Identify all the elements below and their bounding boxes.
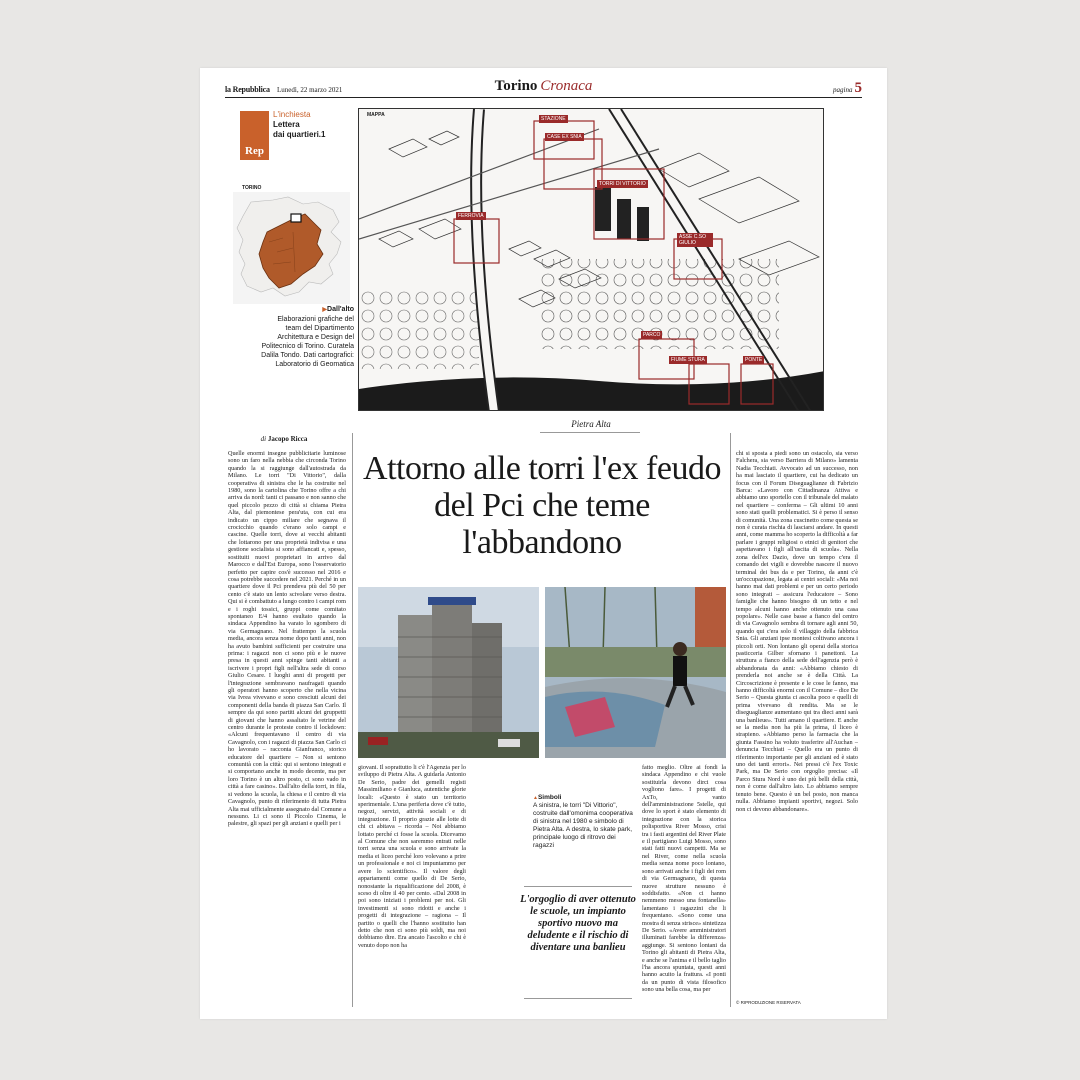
map-label-stazione: STAZIONE xyxy=(541,116,566,122)
series-kicker: L'inchiesta xyxy=(273,110,311,119)
minimap-label: TORINO xyxy=(242,185,262,191)
map-label-torri-di-vittorio: TORRI DI VITTORIO xyxy=(599,181,646,187)
page-header xyxy=(225,76,862,98)
caption-text: A sinistra, le torri "Di Vittorio", costruite dall'omonima cooperativa di sinistra nel 1980 e simbolo di Pietra Alta. A destra, lo skate park, principale luogo di ritrovo dei ragazzi xyxy=(533,802,633,849)
photo-torri-di-vittorio xyxy=(358,587,539,758)
byline-prefix: di xyxy=(260,435,267,443)
photo-caption xyxy=(533,794,635,850)
article-headline: Attorno alle torri l'ex feudo del Pci che teme l'abbandono xyxy=(363,450,721,561)
column-divider xyxy=(352,433,353,1007)
photo-skate-park xyxy=(545,587,726,758)
map-label-ponte: PONTE xyxy=(745,357,763,363)
series-title-2: dai quartieri.1 xyxy=(273,130,326,139)
masthead: la Repubblica xyxy=(225,85,270,94)
section-name: Torino xyxy=(494,78,538,94)
copyright-note: © RIPRODUZIONE RISERVATA xyxy=(736,1000,801,1005)
map-label: MAPPA xyxy=(367,112,385,118)
column-divider xyxy=(730,433,731,1007)
credits-kicker: ▶ Dall'alto xyxy=(260,305,354,315)
article-column-2: giovani. Il soprattutto li c'è l'Agenzia per lo sviluppo di Pietra Alta. A guidarla Antonio De Serio, padre dei gemelli registi Massimiliano e Gianluca, autentiche glorie locali: «Questo è stato un territorio sperimentale. L'una periferia dove c'è tutto, negozi, servizi, attività sociali e di integrazione. Il proprio grazie alle lotte di chi ci abitava – ricorda – Noi abbiamo lottato perché ci fosse la scuola. Dicevamo al Comune che non saremmo entrati nelle torri senza una scuola e sono arrivate la media ei liceo perché loro volevano a prire un professionale e noi ci impuntammo per avere lo scientifico». Il valore degli appartamenti come quello di De Serio, nonostante la riqualificazione del 2008, è sceso di oltre il 40 per cento. «Dal 2008 in poi sono iniziati i problemi per noi. Gli investimenti si sono ridotti e anche i progetti di integrazione – ragiona – Il partito o quelli che l'hanno sostituito han detto che non ci sono più soldi, ma noi dobbiamo dire. Era ancato l'ascolto e chi è venuto dopo non ha xyxy=(358,764,466,949)
byline xyxy=(228,435,340,443)
credits-text: Elaborazioni grafiche del team del Dipartimento Architettura e Design del Politecnico di Torino. Curatela Dalila Tondo. Dati cartografici: Laboratorio di Geomatica xyxy=(261,316,354,368)
article-column-1: Quelle enormi insegne pubblicitarie luminose sono un faro nella nebbia che circonda Torino quando la si raggiunge dall'autostrada da Milano. Le torri "Di Vittorio", dalla cooperativa di sinistra che le ha costruite nel 1980, sono la cartolina che Torino offre a chi arriva da nord: tanti ci passano e non sanno che quel piccolo pezzo di città si chiama Pietra Alta, dal piemontese pera'uta, con cui era indicato un cippo miliare che segnava il crocicchio quando c'erano solo campi e cascine. Quelle torri, dove ai vecchi abitanti che lottarono per una proprietà indivisa e una gestione socialista si sono affiancati e, spesso, sostituiti nuovi proprietari in arrivo dal Marocco e dall'Est Europa, sono l'osservatorio perfetto per capire cos'è successo nel 2016 e cosa potrebbe succedere nel 2021. Perché in un quartiere dove il Pci prendeva più del 50 per cento c'è stato un lento scivolare verso destra. Qui si è combattuto a lungo contro i campi rom e i roghi tossici, gruppi come comitato spontaneo E/4 hanno esultato quando la sindaca Appendino ha varato lo sgombero di via Germagnano. Nel frattempo la scuola media, ancora senza nome dopo tanti anni, non ha avuto bambini sufficienti per costruire una prima: i ragazzi non ci sono più e le nuove presa in questi anni spinge tanti abitanti a iscrivere i propri figli nell'altra sede di corso Giulio Cesare. I luoghi anni di progetti per l'integrazione sembravano naufragati quando gli operatori hanno scoperto che nella vicina via Ivrea vivevano e sono cresciuti alcuni dei componenti della banda di piazza San Carlo. Il sempre da qui sono partiti alcuni dei gruppetti di giovani che hanno assaltato le vetrine del centro durante le proteste contro il lockdown: «Alcuni frequentavano il centro di via Cavagnolo, con i ragazzi di piazza San Carlo ci ho lavorato – racconta Gianfranco, storico educatore del quartiere – Non si sentono comunità con la città: qui si sentono integrati e si comportano anche in modo decente, ma per loro Torino è un altro posto, ci sono vado in città a fare casino». Dall'alto della torri, in fila, si vedono la scuola, la chiesa e il centro di via Cavagnolo, punto di riferimento di tutta Pietra Alta mai ufficialmente assegnato dal Comune a nessuno. Li ci sono il Piccolo Cinema, le palestre, gli spazi per gli anziani e quelli per i xyxy=(228,450,346,828)
kicker-divider xyxy=(540,432,640,433)
page-label: pagina xyxy=(833,86,853,94)
subsection-name: Cronaca xyxy=(540,78,593,94)
page-number xyxy=(833,80,862,97)
series-label xyxy=(273,110,325,140)
map-label-parco: PARCO xyxy=(643,332,661,338)
newspaper-page xyxy=(200,68,887,1019)
article-kicker: Pietra Alta xyxy=(571,419,611,429)
neighborhood-map xyxy=(358,108,824,411)
map-label-ferrovia: FERROVIA xyxy=(458,213,484,219)
section-title xyxy=(225,78,862,95)
torino-minimap xyxy=(233,192,350,304)
map-label-asse-corso-giulio: ASSE C.SO GIULIO xyxy=(677,233,713,247)
map-credits xyxy=(260,305,354,369)
series-title-1: Lettera xyxy=(273,120,300,129)
rep-badge-bar xyxy=(240,111,269,130)
page-number-value: 5 xyxy=(854,80,862,96)
pullquote-rule-top xyxy=(524,886,632,887)
map-label-case-ex-snia: CASE EX SNIA xyxy=(547,134,582,140)
caption-kicker: ▲ Simboli xyxy=(533,794,635,802)
issue-date: Lunedì, 22 marzo 2021 xyxy=(277,86,343,94)
rep-badge: Rep xyxy=(240,130,269,160)
map-label-fiume-stura: FIUME STURA xyxy=(671,357,705,363)
pullquote-rule-bottom xyxy=(524,998,632,999)
article-column-4: chi si sposta a piedi sono un ostacolo, sia verso Falchera, sia verso Barriera di Milano» lamenta Nadia Tecchiati. Avvocato ad un successo, non ha mai lasciato il quartiere, cui ha dedicato un focus con il Forum Diseguaglianze di Fabrizio Barca: «Lavoro con Cittadinanza Attiva e abbiamo uno sportello con il tribunale del malato nel quartiere – conferma – Gli ultimi 10 anni sono stati quelli problematici. Si è perso il senso di comunità. Una zona cuscinetto come questa se non è curata rischia di lasciarsi andare. In questi anni, come mamma ho scoperto la difficoltà a far parlare i gruppi religiosi o etnici di genitori che aspettavano i figli all'uscita di scuola». Nella zona dell'ex Dazio, dove un tempo c'era il comando dei vigili e dovrebbe nascere il nuovo terminal dei bus da e per Torino, da anni c'è un'occupazione, legata ai centri sociali: «Ma noi hanno mai dati problemi e per un certo periodo sono integrati – assicura l'educatore – Sono famiglie che hanno bisogno di un tetto e nel tempo alcuni hanno anche ottenuto una casa popolare». Nelle case basse a fianco del centro di via Cavagnolo sembra di tornare agli anni 50, quando qui c'era solo il villaggio della fabbrica Snia. Gli anziani ipse montesi coltivano ancora i piccoli orti. Non lontano gli operai della storica pasticceria Gilber sfornano i panettoni. La struttura a fianco della sede dell'agenzia però è abbandonata da anni: «Abbiamo chiesto di prenderla noi anche se è della Città. La Circoscrizione è presente e le cose le fanno, ma hanno difficoltà enormi con il Comune – dice De Serio – Questa giunta ci ascolta poco e quelli di prima vivevano di rendita. Ma se le diseguaglianze aumentano qui tra dieci anni sarà una banlieue». Tutti amano il quartiere. E anche se la media non ha più la prima, il liceo è strapieno. «Abbiamo perso la farmacia che la giunta Fassino ha voluto trasferire all'Auchan – denuncia Tecchiati – Quello era un punto di riferimento importante per gli anziani ed è stato uno dei tanti errori». Nei pressi c'è l'ex Toxic Park, ma De Serio con orgoglio precisa: «Il Parco Stura Nord è uno dei più belli della città, non è come dall'altro lato. Lo abbiamo sempre tenuto bene. Questo è un bel posto, non manca nulla. Abbiamo impianti sportivi, negozi. Solo non ci devono abbandonare». xyxy=(736,450,858,813)
article-column-3: fatto meglio. Oltre ai fondi la sindaca Appendino e chi vuole sostituirla devono dirci cosa vogliono fare». I progetti di AxTo, vanto dell'amministrazione 5stelle, qui dove lo sport è stato elemento di integrazione con la storica polisportiva River Mosso, crisi tra i fasti argentini del River Plate e il partigiano Luigi Mosso, sono stati fatti nuovi campetti. Ma se nel River, come nella scuola media senza nome poco lontano, sono arrivati anche i figli dei rom di via Germagnano, di questa nuove strutture nessuno è soddisfatto. «Non ci hanno nemmeno messo una fontanella» lamentano i ragazzini che li frequentano. «Sono come una mostra di senza strisce» sintetizza De Serio. «Avere amministratori illuminati farebbe la differenza» aggiunge. Si sentono lontani da Torino gli abitanti di Pietra Alta, e anche se l'anima e il bello taglio l'ha ancora spuntata, questi anni hanno acuito la frattura. «I ponti da un punto di vista filosofico sono una bella cosa, ma per xyxy=(642,764,726,994)
pull-quote: L'orgoglio di aver ottenuto le scuole, un impianto sportivo nuovo ma deludente e il rischio di diventare una banlieu xyxy=(520,894,636,953)
author-name: Jacopo Ricca xyxy=(267,435,308,443)
